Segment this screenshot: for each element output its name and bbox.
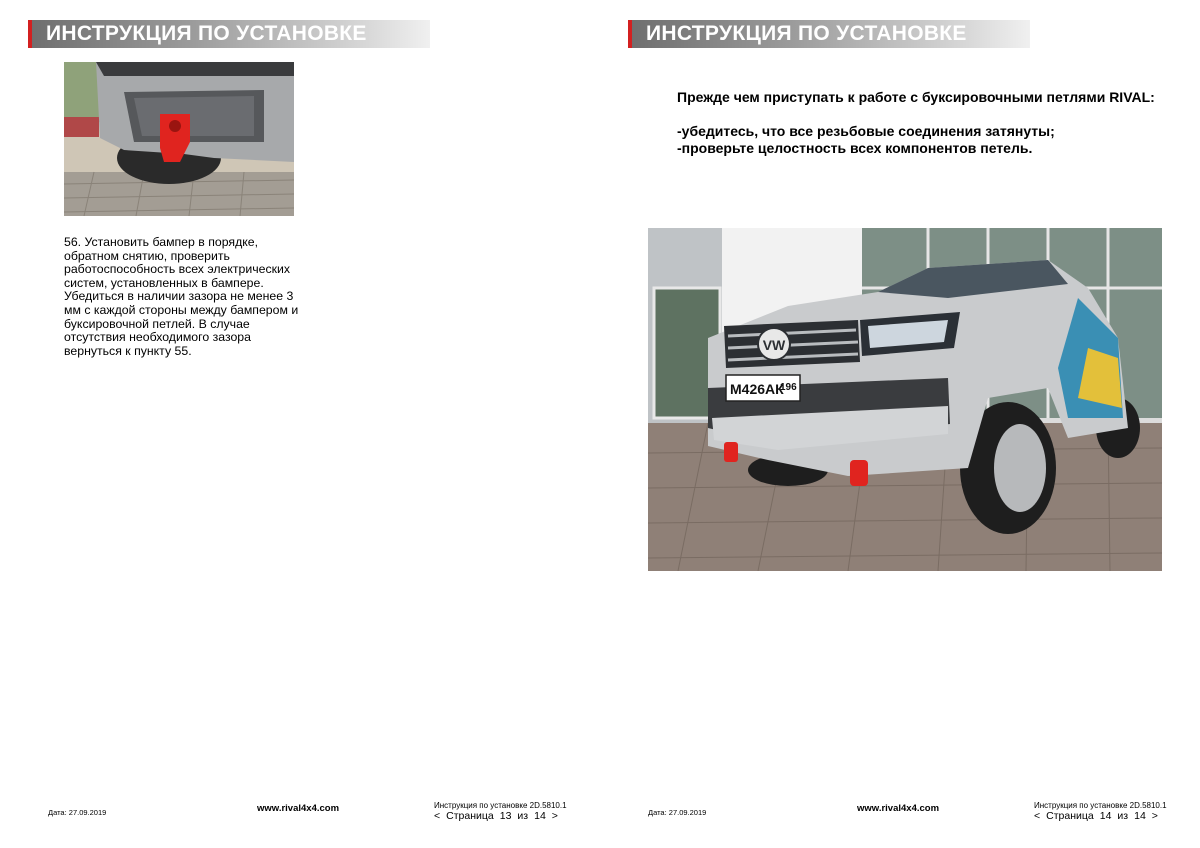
page-total: 14 xyxy=(1134,810,1146,822)
footer-website-link[interactable]: www.rival4x4.com xyxy=(857,803,940,814)
page-prev-arrow: < xyxy=(1034,810,1041,822)
page-total: 14 xyxy=(534,810,546,822)
footer-document-title: Инструкция по установке 2D.5810.1 xyxy=(1034,801,1167,810)
intro-notes xyxy=(677,89,1177,157)
page-next-arrow: > xyxy=(551,810,558,822)
page-prev-arrow: < xyxy=(434,810,441,822)
footer-website-link[interactable]: www.rival4x4.com xyxy=(257,803,340,814)
bumper-tow-hook-photo xyxy=(64,62,294,216)
footer-page-indicator xyxy=(1034,810,1161,822)
vehicle-photo-illustration xyxy=(648,228,1162,571)
page-of-word: из xyxy=(1117,810,1129,822)
footer-page-indicator xyxy=(434,810,561,822)
page-14 xyxy=(600,0,1200,848)
footer-document-title: Инструкция по установке 2D.5810.1 xyxy=(434,801,567,810)
bumper-photo-illustration xyxy=(64,62,294,216)
footer-date: Дата: 27.09.2019 xyxy=(48,808,107,817)
section-header xyxy=(628,20,1030,48)
intro-check-threads: -убедитесь, что все резьбовые соединения затянуты; xyxy=(677,123,1055,139)
section-header-title: ИНСТРУКЦИЯ ПО УСТАНОВКЕ xyxy=(646,22,967,45)
vehicle-with-tow-hooks-photo xyxy=(648,228,1162,571)
svg-text:VW: VW xyxy=(762,337,786,353)
page-word: Страница xyxy=(1046,810,1094,822)
section-header-title: ИНСТРУКЦИЯ ПО УСТАНОВКЕ xyxy=(46,22,367,45)
license-plate-region: 196 xyxy=(780,382,797,393)
section-header xyxy=(28,20,430,48)
license-plate-number: М426АК xyxy=(730,381,784,397)
page-word: Страница xyxy=(446,810,494,822)
page-next-arrow: > xyxy=(1151,810,1158,822)
intro-heading: Прежде чем приступать к работе с буксировочными петлями RIVAL: xyxy=(677,89,1155,105)
page-of-word: из xyxy=(517,810,529,822)
intro-check-components: -проверьте целостность всех компонентов петель. xyxy=(677,140,1033,156)
footer-date: Дата: 27.09.2019 xyxy=(648,808,707,817)
page-number: 13 xyxy=(499,810,512,822)
step-56-text: 56. Установить бампер в порядке, обратном снятию, проверить работоспособность всех электрических систем, установленных в бампере. Убедиться в наличии зазора не менее 3 мм с каждой стороны между бампером и буксировочной петлей. В случае отсутствия необходимого зазора вернуться к пункту 55. xyxy=(64,235,299,358)
page-number: 14 xyxy=(1099,810,1112,822)
